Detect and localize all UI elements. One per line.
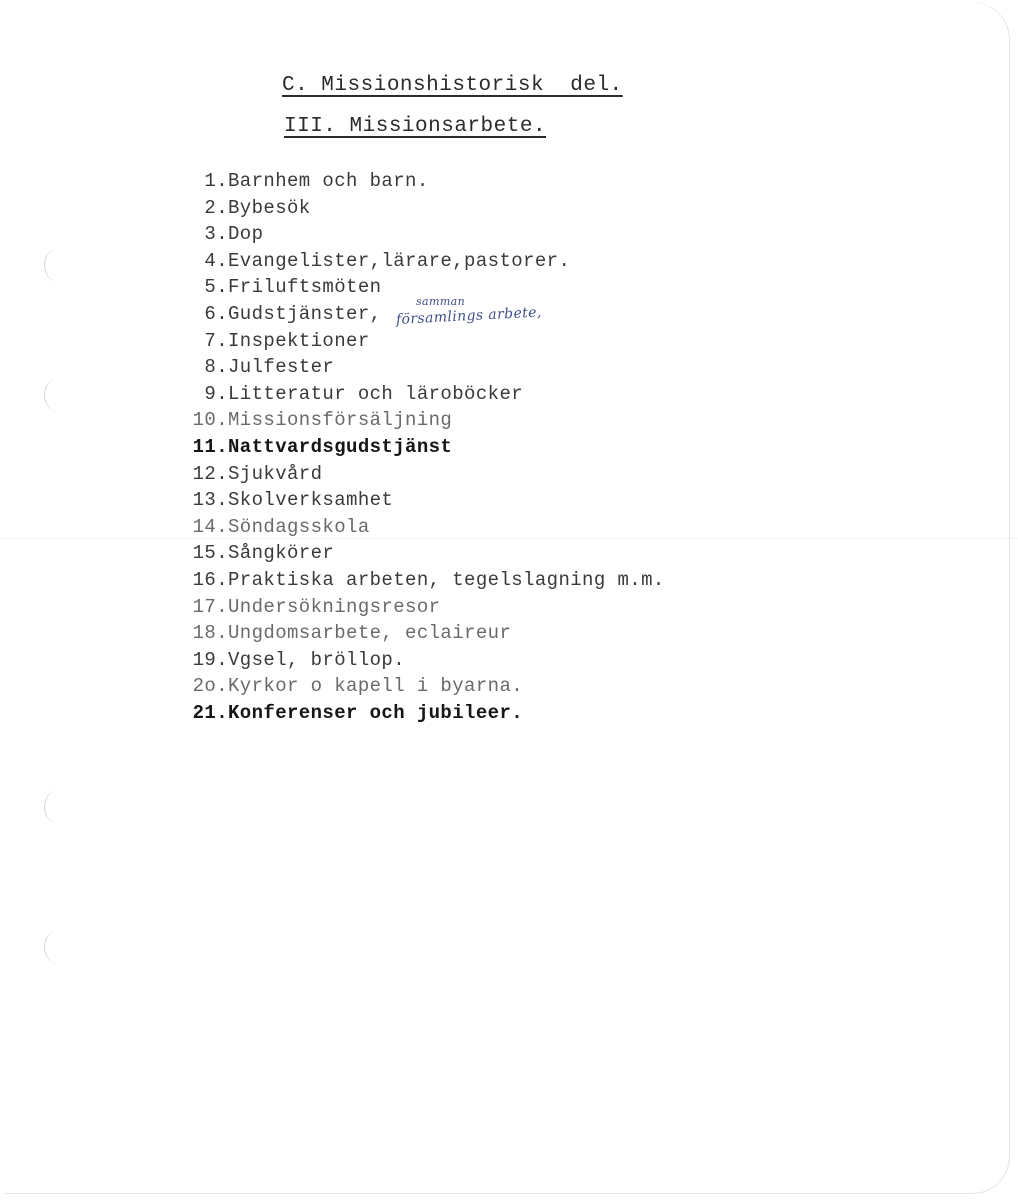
- punch-hole: [44, 248, 73, 282]
- item-label: Nattvardsgudstjänst: [228, 435, 453, 458]
- item-number: 6.: [204, 302, 228, 325]
- item-number: 21.: [192, 701, 228, 724]
- list-item: [168, 434, 453, 461]
- list-item: [168, 647, 406, 674]
- list-item: [168, 567, 665, 594]
- section-heading: C. Missionshistorisk del.: [282, 74, 623, 97]
- item-number: 8.: [204, 356, 228, 379]
- item-label: Undersökningsresor: [228, 595, 441, 618]
- list-item: [168, 700, 524, 727]
- list-item: [168, 461, 323, 488]
- list-item: [168, 673, 524, 700]
- item-number: 12.: [192, 462, 228, 485]
- item-number: 3.: [204, 223, 228, 246]
- item-number: 17.: [192, 595, 228, 618]
- item-label: Sångkörer: [228, 542, 335, 565]
- item-label: Kyrkor o kapell i byarna.: [228, 675, 524, 698]
- item-label: Ungdomsarbete, eclaireur: [228, 622, 512, 645]
- item-number: 14.: [192, 515, 228, 538]
- item-number: 2.: [204, 196, 228, 219]
- item-label: Inspektioner: [228, 329, 370, 352]
- item-number: 4.: [204, 249, 228, 272]
- item-label: Barnhem och barn.: [228, 170, 429, 192]
- item-number: 1.: [204, 170, 228, 192]
- list-item: [168, 221, 264, 248]
- item-label: Evangelister,lärare,pastorer.: [228, 249, 571, 272]
- fold-line: [0, 538, 1018, 539]
- item-label: Bybesök: [228, 196, 311, 219]
- list-item: [168, 294, 543, 328]
- list-item: [168, 328, 370, 355]
- punch-hole: [44, 378, 73, 412]
- list-item: [168, 407, 453, 434]
- item-number: 9.: [204, 382, 228, 405]
- item-label: Konferenser och jubileer.: [228, 701, 524, 724]
- item-label: Skolverksamhet: [228, 489, 394, 512]
- list-item: [168, 381, 524, 408]
- list-item: [168, 195, 311, 222]
- punch-hole: [44, 790, 73, 824]
- item-number: 13.: [192, 489, 228, 512]
- item-number: 19.: [192, 648, 228, 671]
- item-label: Litteratur och läroböcker: [228, 382, 524, 405]
- item-number: 7.: [204, 329, 228, 352]
- item-label: Praktiska arbeten, tegelslagning m.m.: [228, 568, 665, 591]
- list-item: [168, 514, 370, 541]
- handwritten-annotation: församlings arbete,: [395, 304, 543, 328]
- list-item: [168, 248, 571, 275]
- list-item: [168, 540, 335, 567]
- list-item: [168, 620, 512, 647]
- item-label: Julfester: [228, 356, 335, 379]
- item-label: Sjukvård: [228, 462, 323, 485]
- list-item: [168, 487, 394, 514]
- item-label: Gudstjänster,: [228, 302, 382, 325]
- item-label: Vgsel, bröllop.: [228, 648, 406, 671]
- list-item: [168, 594, 441, 621]
- item-number: 11.: [192, 435, 228, 458]
- handwritten-annotation: samman: [416, 294, 466, 308]
- item-number: 15.: [192, 542, 228, 565]
- list-item: [168, 168, 429, 195]
- index-card: [4, 2, 1010, 1194]
- item-number: 18.: [192, 622, 228, 645]
- item-label: Dop: [228, 223, 264, 246]
- item-label: Friluftsmöten: [228, 276, 382, 299]
- item-label: Söndagsskola: [228, 515, 370, 538]
- punch-hole: [44, 930, 73, 964]
- item-number: 5.: [204, 276, 228, 299]
- item-number: 2o.: [192, 675, 228, 698]
- list-item: [168, 354, 335, 381]
- subsection-heading: III. Missionsarbete.: [284, 115, 547, 138]
- item-number: 10.: [192, 409, 228, 432]
- item-number: 16.: [192, 568, 228, 591]
- list-item: [168, 274, 382, 301]
- topic-list: [168, 168, 665, 726]
- item-label: Missionsförsäljning: [228, 409, 453, 432]
